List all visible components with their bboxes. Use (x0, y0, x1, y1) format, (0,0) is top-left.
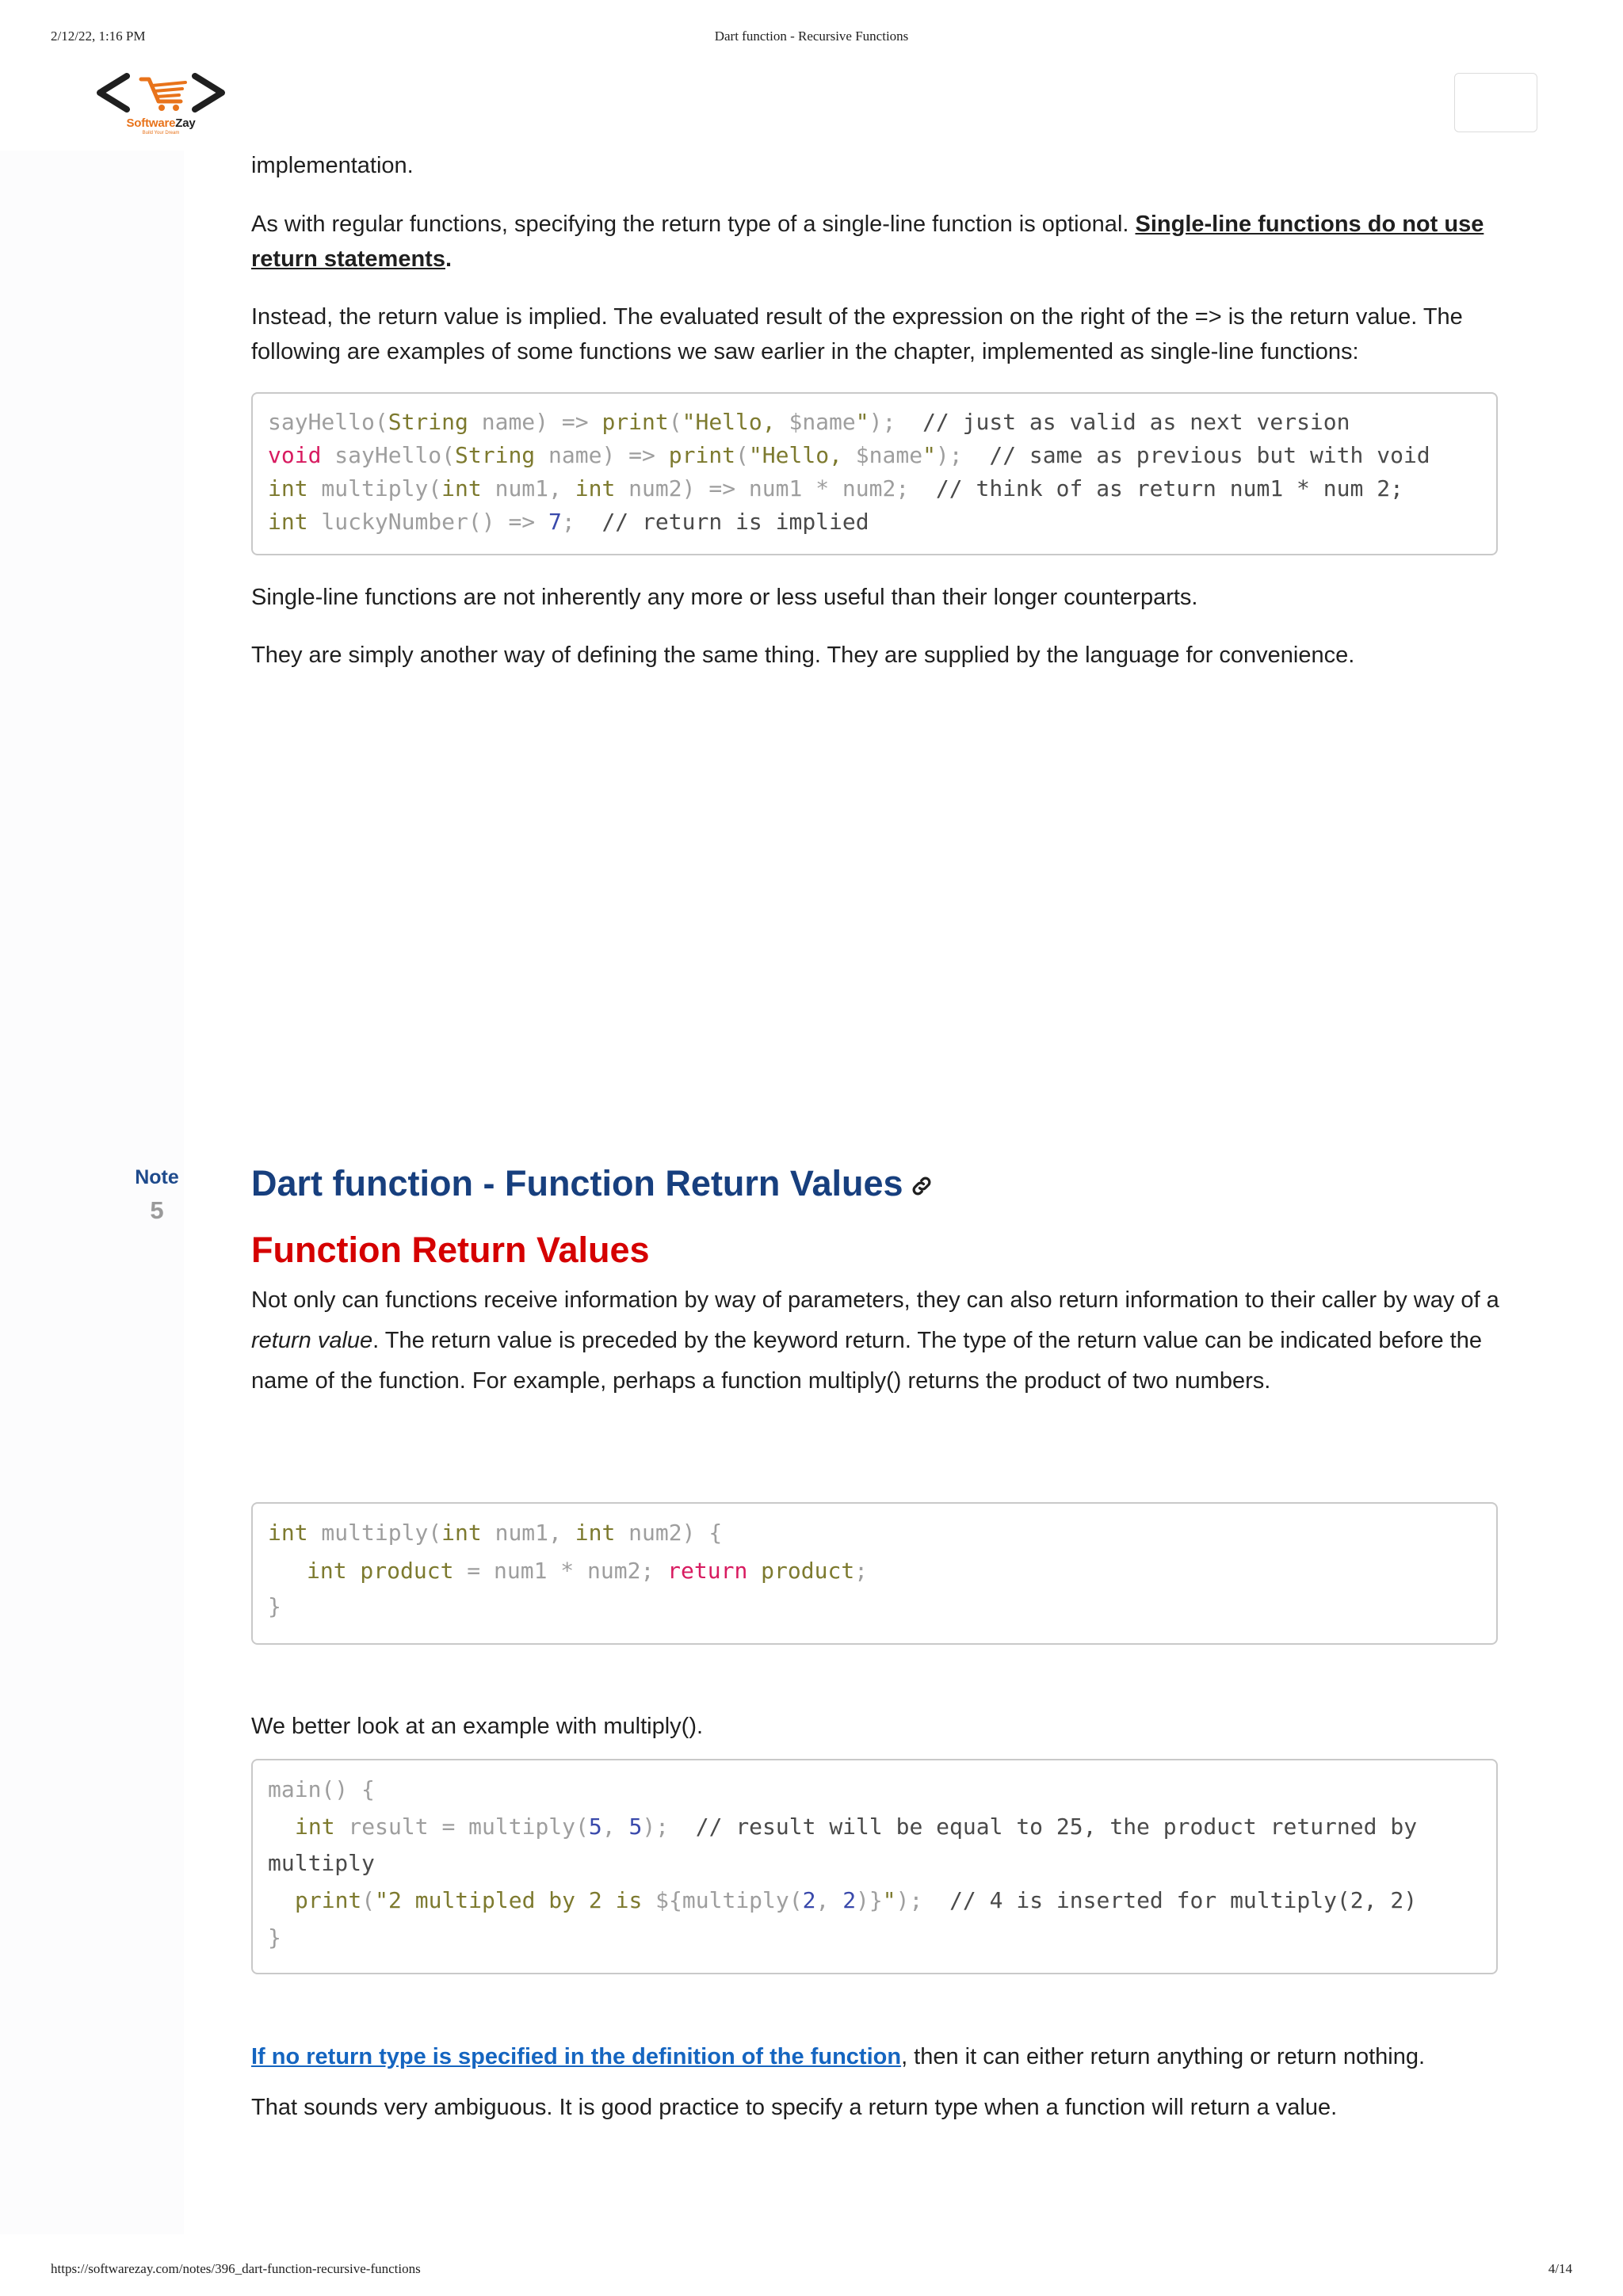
paragraph: Single-line functions are not inherently any more or less useful than their longer counterparts. (251, 585, 1198, 610)
print-title: Dart function - Recursive Functions (714, 29, 909, 44)
paragraph: Not only can functions receive information by way of parameters, they can also return information to their caller by way of a return value. The return value is preceded by the keyword return. The type of the return value can be indicated before the name of the function. For example, perhaps a function multiply() returns the product of two numbers. (251, 1287, 1499, 1394)
code-line: int result = multiply(5, 5); // result will be equal to 25, the product returned by (295, 1814, 1418, 1840)
print-header (51, 29, 1572, 48)
code-line: void sayHello(String name) => print("Hello, $name"); // same as previous but with void (268, 442, 1430, 468)
code-line: main() { (268, 1776, 375, 1802)
logo-brand: SoftwareZay (126, 116, 196, 130)
print-url: https://softwarezay.com/notes/396_dart-function-recursive-functions (51, 2261, 421, 2276)
paragraph: If no return type is specified in the definition of the function, then it can either return anything or return nothing. (251, 2044, 1426, 2069)
code-line: int luckyNumber() => 7; // return is implied (268, 509, 869, 535)
code-block[interactable] (251, 392, 1498, 555)
emphasis-text: Single-line functions do not use return statements (251, 212, 1484, 272)
code-line: print("2 multipled by 2 is ${multiply(2, 2)}"); // 4 is inserted for multiply(2, 2) (295, 1887, 1418, 1913)
code-line: int multiply(int num1, int num2) { (268, 1520, 723, 1546)
logo-cart-icon (95, 67, 227, 119)
left-margin-area (0, 151, 184, 2234)
paragraph: As with regular functions, specifying the return type of a single-line function is optional. Single-line functions do not use return statements. (251, 212, 1484, 272)
print-page-number: 4/14 (1548, 2261, 1572, 2276)
paragraph: implementation. (251, 153, 414, 178)
print-footer (51, 2261, 1572, 2280)
paragraph: That sounds very ambiguous. It is good practice to specify a return type when a function will return a value. (251, 2095, 1338, 2120)
menu-button[interactable] (1454, 73, 1537, 132)
code-block[interactable] (251, 1759, 1498, 1974)
paragraph: Instead, the return value is implied. The evaluated result of the expression on the right of the => is the return value. The following are examples of some functions we saw earlier in the chapter, implemented as single-line functions: (251, 304, 1463, 364)
code-line: } (268, 1924, 281, 1951)
note-number: 5 (150, 1196, 164, 1224)
note-label: Note (135, 1166, 179, 1188)
print-date: 2/12/22, 1:16 PM (51, 29, 146, 44)
definition-link[interactable]: If no return type is specified in the definition of the function (251, 2044, 902, 2069)
code-line: sayHello(String name) => print("Hello, $name"); // just as valid as next version (268, 409, 1350, 435)
code-line: int product = num1 * num2; return product; (307, 1558, 869, 1584)
emphasis-text: return value (251, 1328, 373, 1353)
code-block[interactable] (251, 1502, 1498, 1645)
code-line: multiply (268, 1850, 375, 1876)
code-line: int multiply(int num1, int num2) => num1 * num2; // think of as return num1 * num 2; (268, 475, 1403, 502)
logo-tagline: Build Your Dream (142, 131, 180, 135)
paragraph: They are simply another way of defining the same thing. They are supplied by the language for convenience. (251, 643, 1355, 668)
paragraph: We better look at an example with multiply(). (251, 1714, 704, 1739)
code-line: } (268, 1593, 281, 1619)
section-subtitle: Function Return Values (251, 1230, 650, 1270)
site-logo[interactable] (95, 67, 227, 138)
link-icon[interactable] (910, 1165, 934, 1207)
section-title[interactable]: Dart function - Function Return Values (251, 1163, 934, 1207)
